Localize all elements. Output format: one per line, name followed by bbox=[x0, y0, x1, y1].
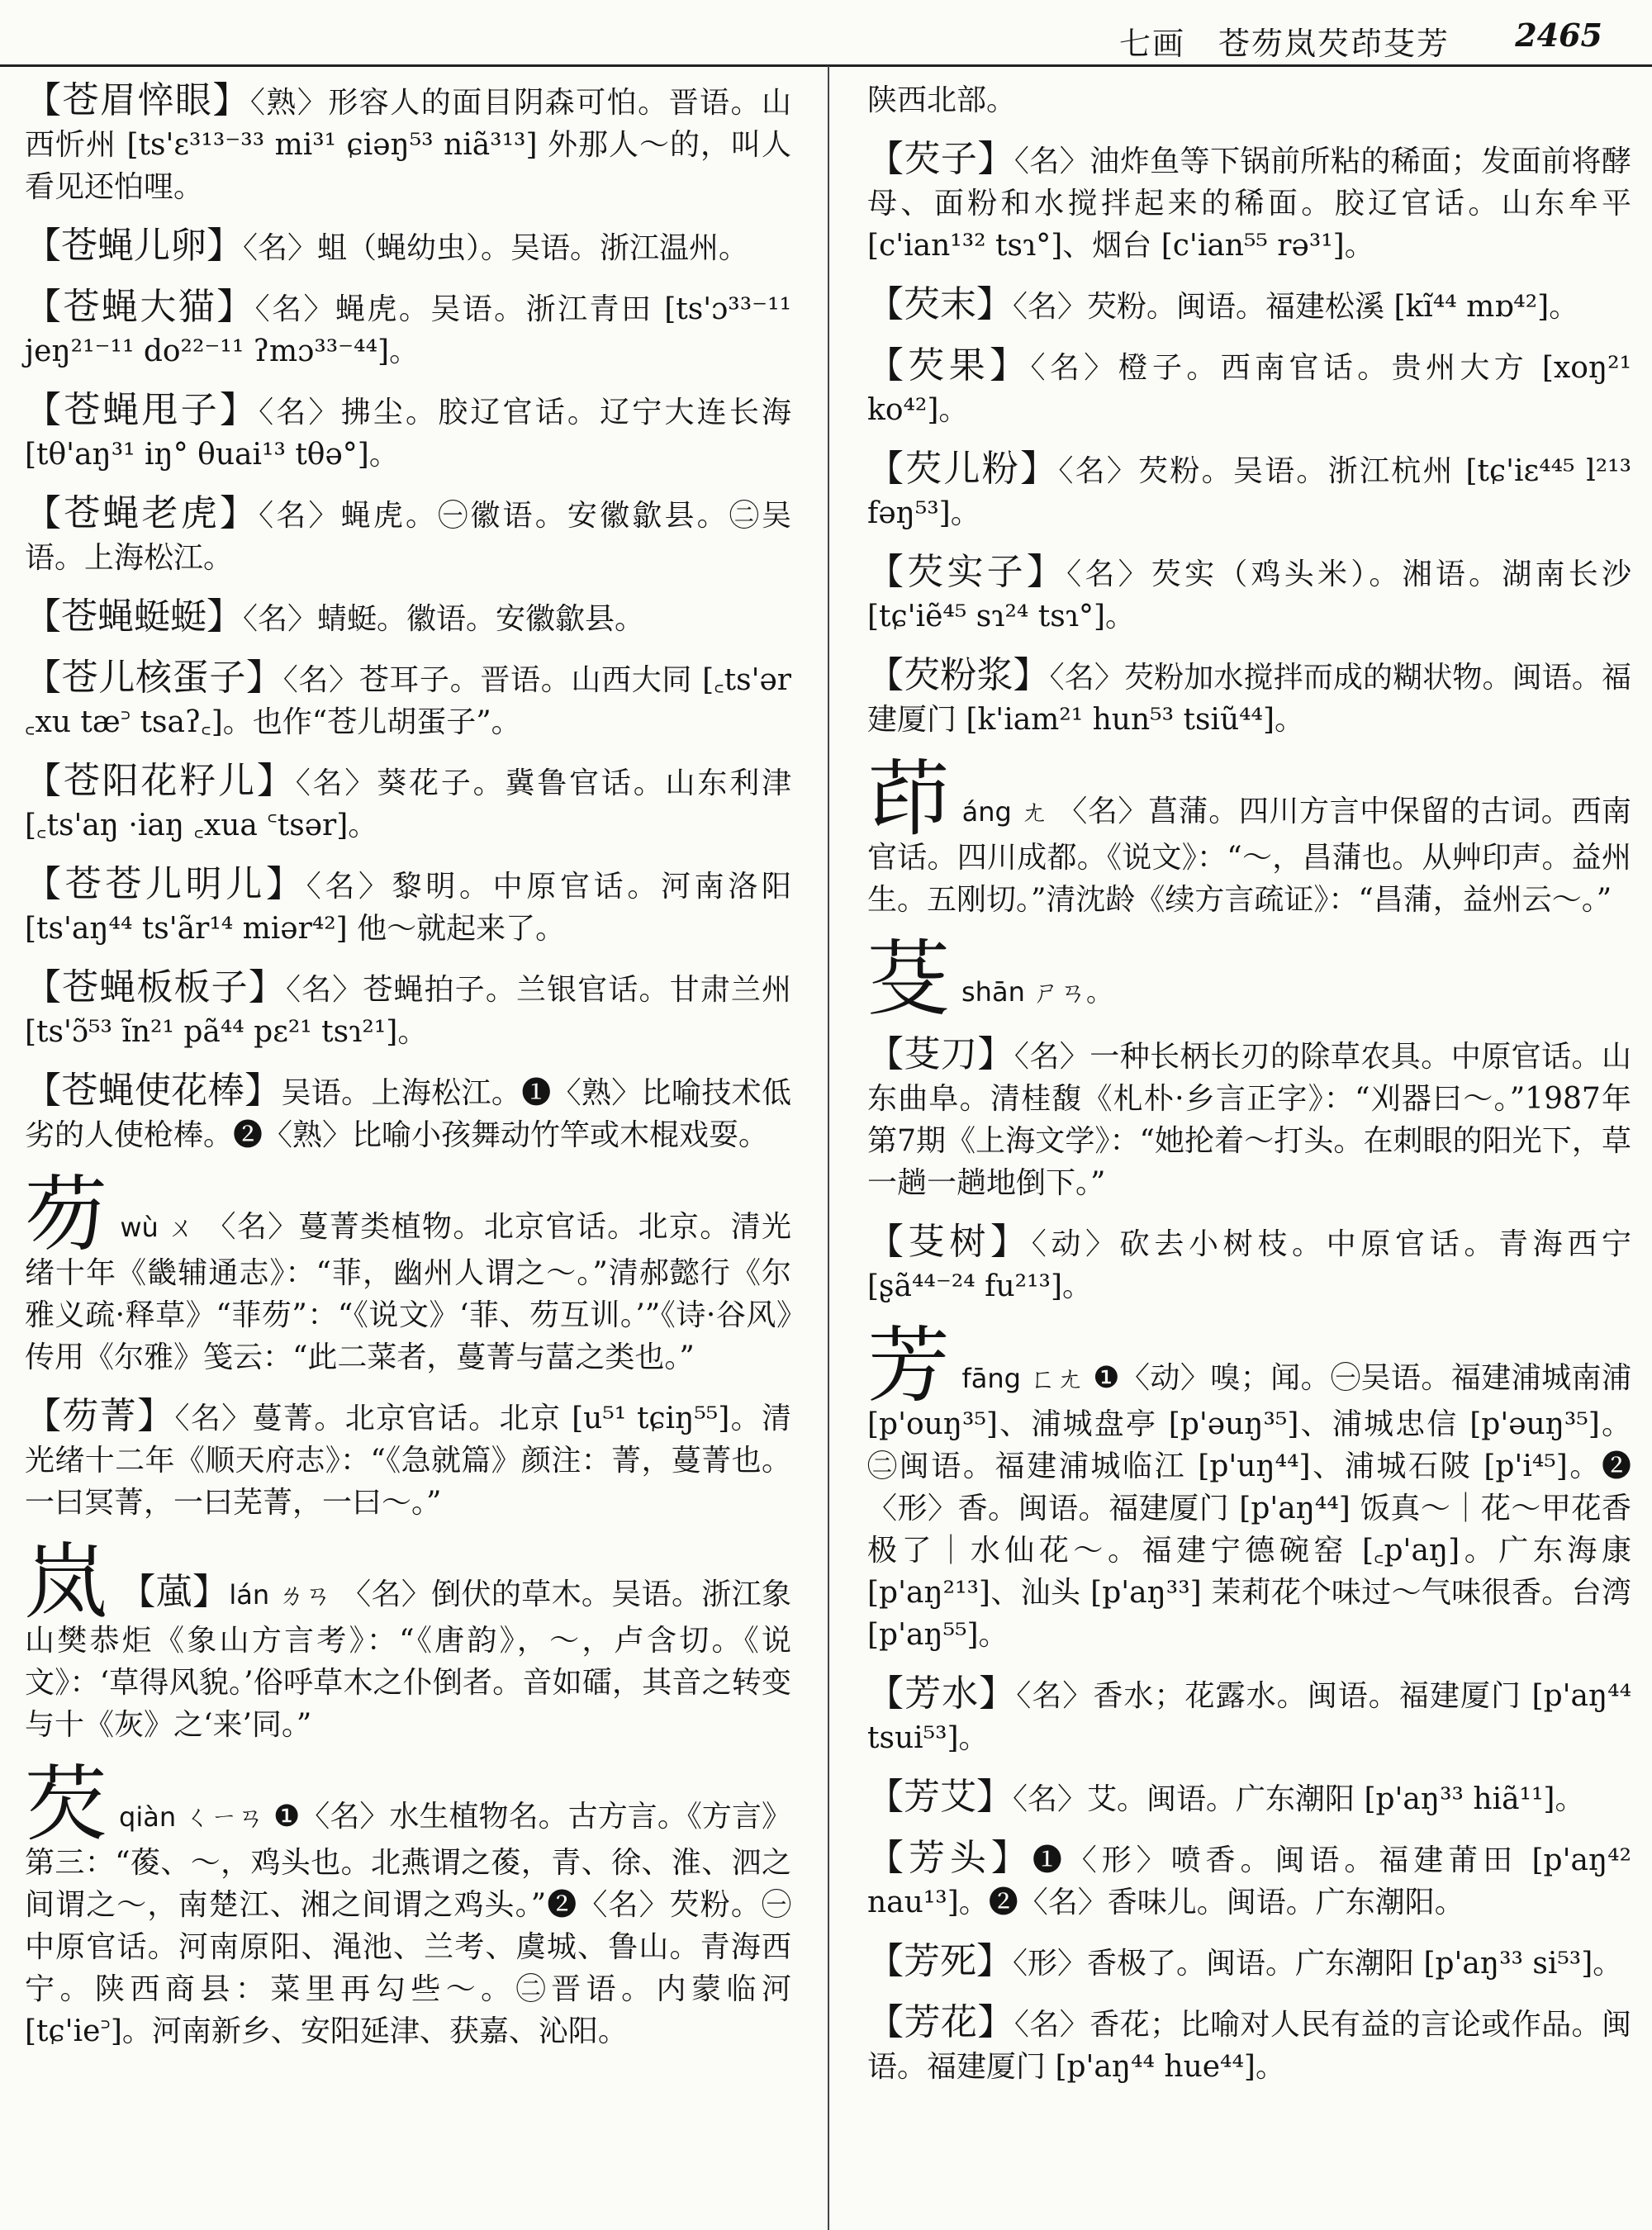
head-character: 茚 bbox=[867, 751, 951, 847]
entry-headword: 【 苍儿核蛋子 】 bbox=[25, 657, 283, 699]
pinyin: áng ㄤ bbox=[961, 796, 1048, 828]
dictionary-entry bbox=[867, 448, 1631, 534]
head-character: 芳 bbox=[867, 1317, 951, 1414]
entry-headword: 【 苍蝇甩子 】 bbox=[25, 389, 259, 431]
entry-text: 〈名〉葵花子。冀鲁官话。山东利津 [꜀ts'aŋ ·iaŋ ꜀xua ꜂tsər]。 bbox=[25, 766, 792, 842]
dictionary-entry bbox=[25, 286, 791, 372]
entry-headword: 【 芳艾 】 bbox=[867, 1776, 1013, 1818]
entry-headword: 【 苍蝇使花棒 】 bbox=[25, 1070, 281, 1112]
entry-text: 〈名〉苍蝇拍子。兰银官话。甘肃兰州 [ts'ɔ̃⁵³ ĩn²¹ pã⁴⁴ pɛ²¹ tsɿ²¹]。 bbox=[25, 973, 792, 1049]
dictionary-entry bbox=[867, 283, 1631, 328]
entry-text: 〈名〉菖蒲。四川方言中保留的古词。西南官话。四川成都。《说文》：“～，昌蒲也。从艸印声。益州生。五刚切。”清沈龄《续方言疏证》：“昌蒲，益州云～。” bbox=[867, 795, 1631, 917]
entry-text: 〈名〉蜻蜓。徽语。安徽歙县。 bbox=[243, 602, 645, 636]
entry-text: 〈名〉蔓菁。北京官话。北京 [u⁵¹ tɕiŋ⁵⁵]。清光绪十二年《顺天府志》：“《急就篇》颜注：菁，蔓菁也。一曰冥菁，一曰芜菁，一曰～。” bbox=[25, 1402, 792, 1520]
entry-text: 〈名〉拂尘。胶辽官话。辽宁大连长海 [tθ'aŋ³¹ iŋ° θuai¹³ tθə°]。 bbox=[25, 396, 792, 472]
entry-text: 〈名〉蝇虎。㊀徽语。安徽歙县。㊁吴语。上海松江。 bbox=[25, 499, 792, 575]
dictionary-entry bbox=[867, 1776, 1631, 1820]
dictionary-entry bbox=[867, 654, 1631, 741]
right-column bbox=[867, 79, 1631, 2215]
entry-headword: 【 芳花 】 bbox=[867, 2001, 1014, 2043]
character-entry-fang bbox=[867, 1317, 1631, 1656]
entry-headword: 【 苍苍儿明儿 】 bbox=[25, 863, 306, 905]
dictionary-entry bbox=[25, 492, 791, 579]
pinyin: wù ㄨ bbox=[120, 1212, 196, 1243]
continued-text: 陕西北部。 bbox=[867, 83, 1017, 117]
entry-text: 〈熟〉形容人的面目阴森可怕。晋语。山西忻州 [ts'ɛ³¹³⁻³³ mi³¹ ɕiəŋ⁵³ niã³¹³] 外那人～的，叫人看见还怕哩。 bbox=[25, 86, 792, 204]
entry-text: ❶〈形〉喷香。闽语。福建莆田 [p'aŋ⁴² nau¹³]。❷〈名〉香味儿。闽语。广东潮阳。 bbox=[867, 1843, 1632, 1919]
dictionary-entry bbox=[25, 595, 791, 640]
entry-headword: 【 苍蝇蜓蜓 】 bbox=[25, 595, 243, 638]
head-character: 岚 bbox=[25, 1534, 108, 1630]
entry-text: 〈名〉一种长柄长刃的除草农具。中原官话。山东曲阜。清桂馥《札朴·乡言正字》：“刈器曰～。”1987年第7期《上海文学》：“她抡着～打头。在刺眼的阳光下，草一趟一趟地倒下。” bbox=[867, 1040, 1632, 1200]
entry-headword: 【 芟刀 】 bbox=[867, 1033, 1014, 1075]
entry-headword: 【 芡儿粉 】 bbox=[867, 448, 1058, 490]
dictionary-entry bbox=[25, 389, 791, 476]
pinyin: fāng ㄈㄤ bbox=[961, 1363, 1084, 1394]
entry-headword: 【 苍蝇儿卵 】 bbox=[25, 225, 243, 267]
pinyin: lán ㄌㄢ bbox=[229, 1579, 332, 1611]
dictionary-entry bbox=[25, 1070, 791, 1156]
dictionary-entry bbox=[867, 1837, 1631, 1924]
dictionary-entry bbox=[25, 657, 791, 743]
character-entry-wu bbox=[25, 1166, 791, 1378]
entry-headword: 【 芟树 】 bbox=[867, 1221, 1032, 1263]
entry-text: 〈名〉蝇虎。吴语。浙江青田 [ts'ɔ³³⁻¹¹ jeŋ²¹⁻¹¹ do²²⁻¹¹ ʔmɔ³³⁻⁴⁴]。 bbox=[25, 292, 792, 368]
variant-character: 【葻】 bbox=[119, 1571, 230, 1613]
column-divider bbox=[828, 66, 829, 2230]
dictionary-entry bbox=[867, 138, 1631, 267]
entry-headword: 【 芡实子 】 bbox=[867, 551, 1066, 593]
entry-headword: 【 苍蝇板板子 】 bbox=[25, 966, 286, 1008]
character-entry-lan bbox=[25, 1534, 791, 1746]
entry-text: 〈形〉香极了。闽语。广东潮阳 [p'aŋ³³ si⁵³]。 bbox=[1013, 1947, 1623, 1981]
dictionary-entry bbox=[25, 863, 791, 950]
entry-headword: 【 苍蝇老虎 】 bbox=[25, 492, 259, 534]
entry-headword: 【 芴菁 】 bbox=[25, 1395, 175, 1437]
page-number: 2465 bbox=[1515, 17, 1602, 54]
dictionary-entry bbox=[867, 1940, 1631, 1985]
entry-text: 〈名〉黎明。中原官话。河南洛阳 [ts'aŋ⁴⁴ ts'ãr¹⁴ miər⁴²] 他～就起来了。 bbox=[25, 870, 792, 946]
pinyin: qiàn ㄑㄧㄢ bbox=[119, 1801, 264, 1833]
dictionary-entry bbox=[867, 1033, 1631, 1204]
entry-headword: 【 苍阳花籽儿 】 bbox=[25, 760, 296, 802]
entry-text: ❶〈名〉水生植物名。古方言。《方言》第三：“葰、～，鸡头也。北燕谓之葰，青、徐、淮、泗之间谓之～，南楚江、湘之间谓之鸡头。”❷〈名〉芡粉。㊀中原官话。河南原阳、渑池、兰考、虞城、鲁山。青海西宁。陕西商县：菜里再勾些～。㊁晋语。内蒙临河 [tɕ'ie꜄]。河南新乡、安阳延津、获嘉、沁阳。 bbox=[25, 1800, 791, 2048]
dictionary-entry bbox=[25, 1395, 791, 1524]
entry-text: ❶〈动〉嗅；闻。㊀吴语。福建浦城南浦 [p'ouŋ³⁵]、浦城盘亭 [p'əuŋ³⁵]、浦城忠信 [p'əuŋ³⁵]。㊁闽语。福建浦城临江 [p'uŋ⁴⁴]、浦城石陂 [p'i⁴⁵]。❷〈形〉香。闽语。福建厦门 [p'aŋ⁴⁴] 饭真～｜花～甲花香极了｜水仙花～。福建宁德碗窑 [꜀p'aŋ]。广东海康 [p'aŋ²¹³]、汕头 [p'aŋ³³] 茉莉花个味过～气味很香。台湾 [p'aŋ⁵⁵]。 bbox=[867, 1361, 1631, 1652]
entry-headword: 【 芡子 】 bbox=[867, 138, 1014, 180]
entry-text: 〈名〉橙子。西南官话。贵州大方 [xoŋ²¹ ko⁴²]。 bbox=[867, 351, 1632, 427]
entry-headword: 【 芳死 】 bbox=[867, 1940, 1013, 1982]
dictionary-entry bbox=[867, 344, 1631, 431]
entry-text: 〈名〉艾。闽语。广东潮阳 [p'aŋ³³ hiã¹¹]。 bbox=[1013, 1782, 1585, 1816]
head-character: 芡 bbox=[25, 1756, 108, 1853]
left-column bbox=[25, 79, 791, 2215]
dictionary-entry bbox=[25, 79, 791, 208]
running-head: 七画 苍芴岚芡茚芟芳 bbox=[1118, 26, 1450, 62]
entry-text: 〈名〉香花；比喻对人民有益的言论或作品。闽语。福建厦门 [p'aŋ⁴⁴ hue⁴⁴]。 bbox=[867, 2008, 1632, 2084]
entry-headword: 【 芳水 】 bbox=[867, 1672, 1016, 1715]
entry-text: 〈名〉芡粉加水搅拌而成的糊状物。闽语。福建厦门 [k'iam²¹ hun⁵³ tsiũ⁴⁴]。 bbox=[867, 661, 1631, 737]
page-header bbox=[0, 0, 1652, 67]
dictionary-entry bbox=[867, 2001, 1631, 2088]
dictionary-entry bbox=[867, 1221, 1631, 1307]
dictionary-entry bbox=[867, 551, 1631, 638]
entry-text: 〈名〉苍耳子。晋语。山西大同 [꜀ts'ər ꜀xu tæ꜄ tsaʔ꜀]。也作“苍儿胡蛋子”。 bbox=[25, 663, 792, 739]
entry-headword: 【 芡果 】 bbox=[867, 344, 1031, 387]
entry-headword: 【 芡粉浆 】 bbox=[867, 654, 1050, 696]
dictionary-entry bbox=[867, 1672, 1631, 1759]
entry-headword: 【 苍蝇大猫 】 bbox=[25, 286, 255, 328]
entry-text: 〈名〉蔓菁类植物。北京官话。北京。清光绪十年《畿辅通志》：“菲，幽州人谓之～。”清郝懿行《尔雅义疏·释草》“菲芴”：“《说文》‘菲、芴互训。’”《诗·谷风》传用《尔雅》笺云：“此二菜者，蔓菁与葍之类也。” bbox=[25, 1210, 791, 1374]
entry-text: 〈动〉砍去小树枝。中原官话。青海西宁 [ʂã⁴⁴⁻²⁴ fu²¹³]。 bbox=[867, 1227, 1632, 1303]
dictionary-entry bbox=[25, 966, 791, 1053]
head-character: 芟 bbox=[867, 931, 950, 1027]
entry-text: 〈名〉香水；花露水。闽语。福建厦门 [p'aŋ⁴⁴ tsui⁵³]。 bbox=[867, 1679, 1632, 1755]
character-entry-qian bbox=[25, 1756, 791, 2052]
character-entry-ang bbox=[867, 751, 1631, 921]
entry-text: 〈名〉蛆（蝇幼虫）。吴语。浙江温州。 bbox=[243, 231, 749, 265]
entry-text: 〈名〉倒伏的草木。吴语。浙江象山樊恭炬《象山方言考》：“《唐韵》，～，卢含切。《说文》：‘草得风貌。’俗呼草木之仆倒者。音如礌，其音之转变与十《灰》之‘来’同。” bbox=[25, 1578, 791, 1742]
character-entry-shan bbox=[867, 931, 1631, 1027]
entry-text: 〈名〉油炸鱼等下锅前所粘的稀面；发面前将酵母、面粉和水搅拌起来的稀面。胶辽官话。山东牟平 [c'ian¹³² tsɿ°]、烟台 [c'ian⁵⁵ rə³¹]。 bbox=[867, 145, 1632, 263]
entry-text: 〈名〉芡粉。闽语。福建松溪 [kĩ⁴⁴ mɒ⁴²]。 bbox=[1013, 290, 1579, 324]
head-character: 芴 bbox=[25, 1166, 109, 1263]
entry-text: 〈名〉芡粉。吴语。浙江杭州 [tɕ'iɛ⁴⁴⁵ l²¹³ fəŋ⁵³]。 bbox=[867, 454, 1632, 530]
entry-headword: 【 芳头 】 bbox=[867, 1837, 1032, 1879]
entry-headword: 【 芡末 】 bbox=[867, 283, 1013, 325]
entry-headword: 【 苍眉悴眼 】 bbox=[25, 79, 250, 121]
entry-text: 〈名〉芡实（鸡头米）。湘语。湖南长沙 [tɕ'iẽ⁴⁵ sɿ²⁴ tsɿ°]。 bbox=[867, 558, 1632, 633]
entry-text: 吴语。上海松江。❶〈熟〉比喻技术低劣的人使枪棒。❷〈熟〉比喻小孩舞动竹竿或木棍戏耍。 bbox=[25, 1076, 792, 1152]
dictionary-entry bbox=[25, 760, 791, 847]
pinyin: shān ㄕㄢ。 bbox=[961, 976, 1113, 1008]
dictionary-entry bbox=[25, 225, 791, 269]
